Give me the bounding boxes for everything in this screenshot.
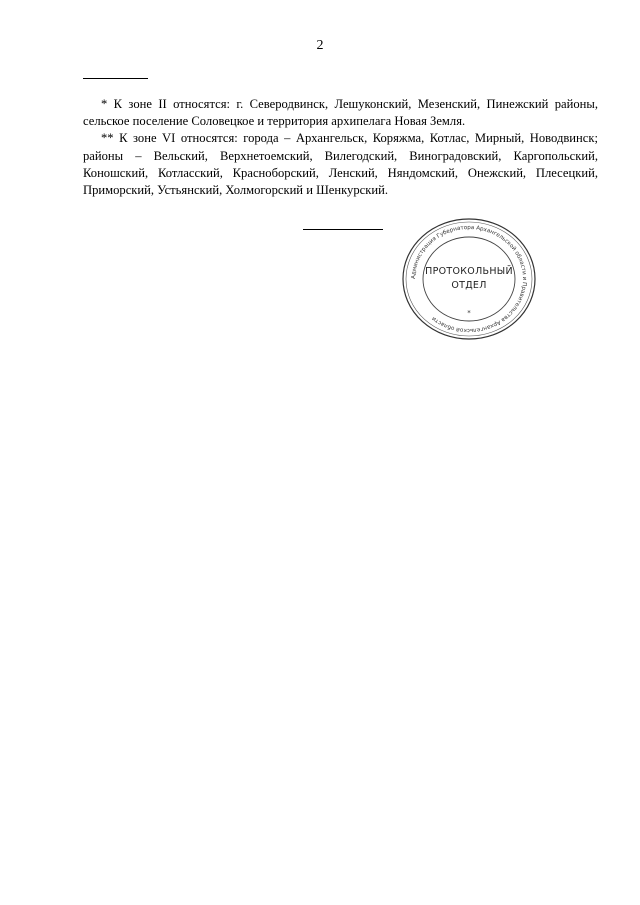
footnote-separator (83, 78, 148, 79)
page-number: 2 (316, 38, 324, 53)
stamp-label-line2: ОТДЕЛ (451, 280, 487, 291)
document-end-line (303, 229, 383, 230)
official-seal-stamp (398, 217, 540, 341)
footnote-zone-6: ** К зоне VI относятся: города – Архангельск, Коряжма, Котлас, Мирный, Новодвинск; районы – Вельский, Верхнетоемский, Вилегодский, Виноградовский, Каргопольский, Коношский, Котласский, Красноборский, Ленский, Няндомский, Онежский, Плесецкий, Приморский, Устьянский, Холмогорский и Шенкурский. (83, 131, 598, 198)
stamp-label-line1: ПРОТОКОЛЬНЫЙ (425, 266, 513, 277)
footnotes (83, 96, 598, 199)
stamp-ring-text: Администрация Губернатора Архангельской области и Правительства Архангельской области (410, 224, 528, 334)
footnote-zone-2: * К зоне II относятся: г. Северодвинск, Лешуконский, Мезенский, Пинежский районы, сельское поселение Соловецкое и территория архипелага Новая Земля. (83, 97, 598, 129)
svg-text:*: * (467, 309, 471, 317)
